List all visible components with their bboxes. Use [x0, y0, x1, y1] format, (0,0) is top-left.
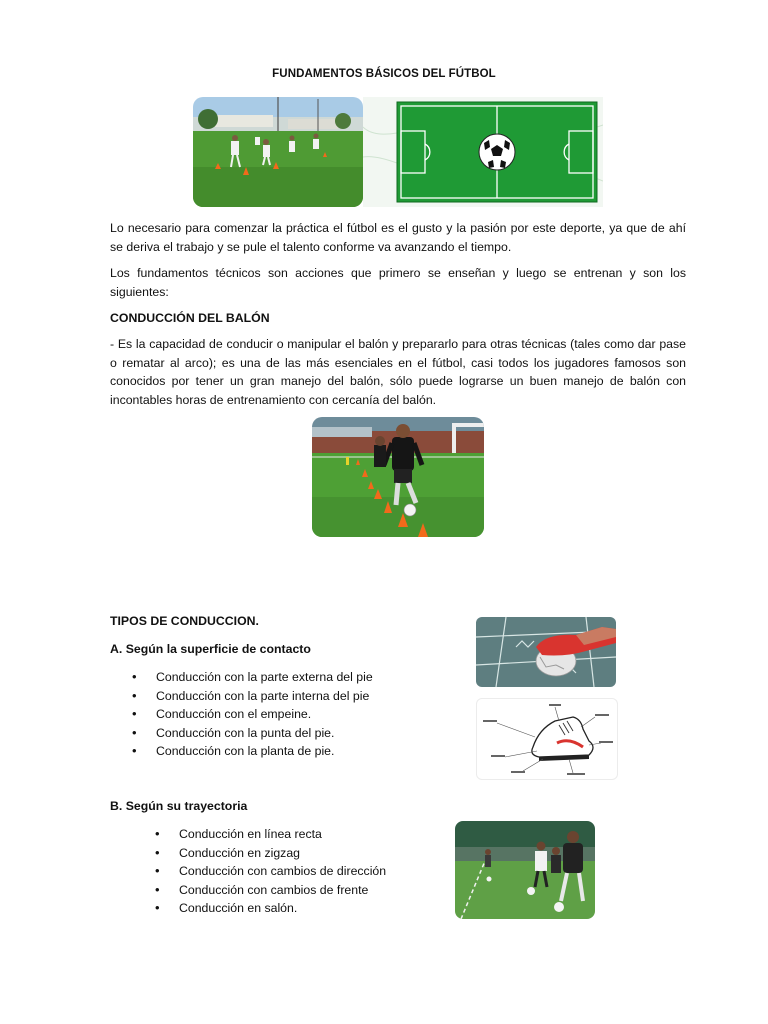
trajectory-practice-photo	[455, 821, 595, 919]
conduccion-paragraph: - Es la capacidad de conducir o manipular el balón y prepararlo para otras técnicas (tales como dar pase o rematar al arco); es una de las más esenciales en el fútbol, casi todos los jugadores famosos son conocidos por tener un gran manejo del balón, sólo puede lograrse un buen manejo de balón con incontables horas de entrenamiento con cercanía del balón.	[110, 337, 686, 407]
soccer-field-graphic	[363, 97, 603, 207]
list-item: • Conducción con la parte interna del pie	[156, 687, 373, 706]
bullet-icon: •	[132, 724, 137, 740]
bullet-icon: •	[132, 687, 137, 703]
foot-on-ball-photo	[476, 617, 616, 687]
shoe-parts-diagram	[476, 698, 618, 780]
list-item: • Conducción en línea recta	[179, 825, 386, 844]
list-item: • Conducción con el empeine.	[156, 705, 373, 724]
list-item: • Conducción con cambios de dirección	[179, 862, 386, 881]
bullet-icon: •	[155, 826, 160, 841]
group-b-title: B. Según su trayectoria	[110, 799, 248, 813]
bullet-icon: •	[155, 844, 160, 860]
bullet-icon: •	[132, 706, 137, 722]
bullet-icon: •	[132, 743, 137, 759]
group-b-list	[155, 825, 387, 918]
list-item: • Conducción con la parte externa del pie	[156, 668, 373, 687]
bullet-icon: •	[132, 669, 137, 684]
list-item: • Conducción con cambios de frente	[179, 881, 386, 900]
intro-paragraph: Lo necesario para comenzar la práctica el fútbol es el gusto y la pasión por este deporte, ya que de ahí se deriva el trabajo y se pule el talento conforme va avanzando el tiempo.	[110, 221, 686, 254]
bullet-icon: •	[155, 881, 160, 897]
kids-training-photo	[193, 97, 363, 207]
group-a-title: A. Según la superficie de contacto	[110, 642, 311, 656]
section-heading-conduccion: CONDUCCIÓN DEL BALÓN	[110, 311, 270, 325]
list-item: • Conducción con la punta del pie.	[156, 724, 373, 743]
bullet-icon: •	[155, 900, 160, 916]
group-a-list	[132, 668, 373, 761]
section-heading-tipos: TIPOS DE CONDUCCION.	[110, 614, 259, 628]
page-title: FUNDAMENTOS BÁSICOS DEL FÚTBOL	[272, 68, 496, 80]
fundamentos-paragraph: Los fundamentos técnicos son acciones que primero se enseñan y luego se entrenan y son los siguientes:	[110, 266, 686, 299]
list-item: • Conducción en salón.	[179, 899, 386, 918]
bullet-icon: •	[155, 863, 160, 879]
dribbling-cones-photo	[312, 417, 484, 537]
list-item: • Conducción con la planta de pie.	[156, 742, 373, 761]
list-item: • Conducción en zigzag	[179, 844, 386, 863]
